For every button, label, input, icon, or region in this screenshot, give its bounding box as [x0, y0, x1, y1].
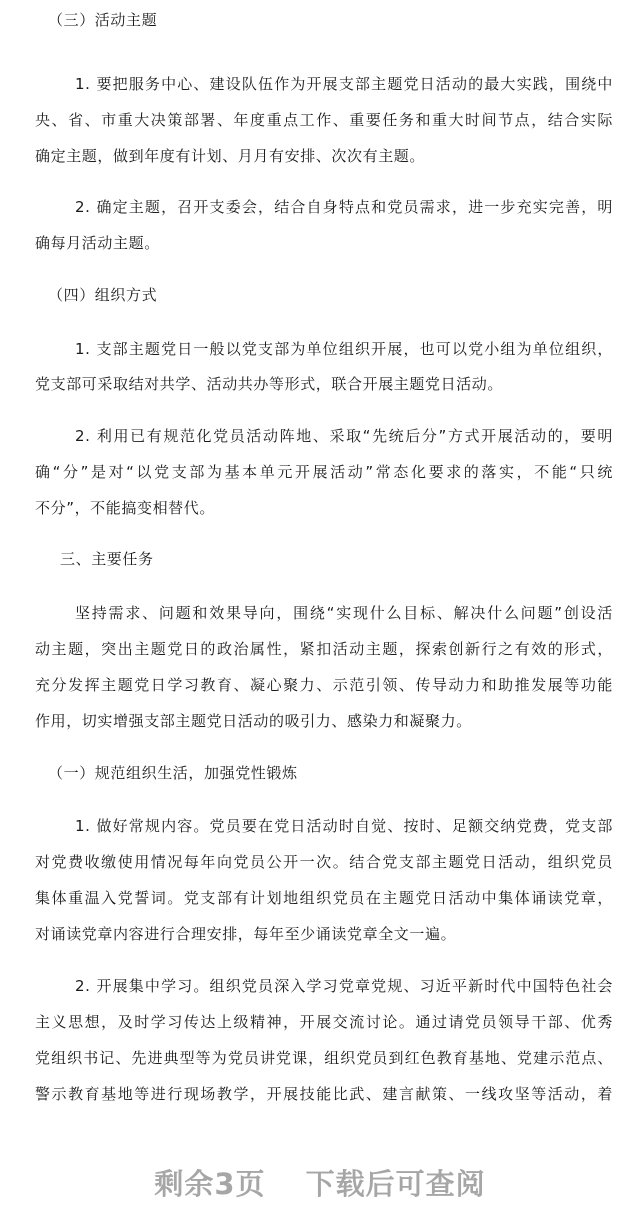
- paragraph-line: 1. 做好常规内容。党员要在党日活动时自觉、按时、足额交纳党费，党支部: [75, 817, 613, 835]
- paragraph-line: 央、省、市重大决策部署、年度重点工作、重要任务和重大时间节点，结合实际: [35, 111, 613, 129]
- download-to-view-label[interactable]: 下载后可查阅: [305, 1167, 486, 1201]
- section-heading: （四）组织方式: [48, 286, 158, 304]
- paragraph-line: 党组织书记、先进典型等为党员讲党课，组织党员到红色教育基地、党建示范点、: [35, 1049, 613, 1067]
- paragraph-line: 充分发挥主题党日学习教育、凝心聚力、示范引领、传导动力和助推发展等功能: [35, 676, 613, 694]
- section-heading: 三、主要任务: [60, 550, 154, 568]
- paragraph-line: 不分”，不能搞变相替代。: [35, 499, 215, 517]
- paragraph-line: 坚持需求、问题和效果导向，围绕“实现什么目标、解决什么问题”创设活: [75, 604, 613, 622]
- download-prompt[interactable]: [0, 1162, 640, 1203]
- paragraph-line: 确每月活动主题。: [35, 234, 160, 252]
- section-heading: （一）规范组织生活，加强党性锻炼: [48, 764, 298, 782]
- paragraph-line: 确“分”是对“以党支部为基本单元开展活动”常态化要求的落实，不能“只统: [35, 463, 613, 481]
- paragraph-line: 主义思想，及时学习传达上级精神，开展交流讨论。通过请党员领导干部、优秀: [35, 1013, 613, 1031]
- paragraph-line: 动主题，突出主题党日的政治属性，紧扣活动主题，探索创新行之有效的形式，: [35, 640, 613, 658]
- paragraph-line: 2. 开展集中学习。组织党员深入学习党章党规、习近平新时代中国特色社会: [75, 977, 613, 995]
- paragraph-line: 集体重温入党誓词。党支部有计划地组织党员在主题党日活动中集体诵读党章，: [35, 889, 613, 907]
- section-heading: （三）活动主题: [48, 11, 158, 29]
- paragraph-line: 1. 支部主题党日一般以党支部为单位组织开展，也可以党小组为单位组织，: [75, 340, 613, 358]
- paragraph-line: 2. 利用已有规范化党员活动阵地、采取“先统后分”方式开展活动的，要明: [75, 427, 613, 445]
- paragraph-line: 对党费收缴使用情况每年向党员公开一次。结合党支部主题党日活动，组织党员: [35, 853, 613, 871]
- paragraph-line: 作用，切实增强支部主题党日活动的吸引力、感染力和凝聚力。: [35, 712, 472, 730]
- paragraph-line: 警示教育基地等进行现场教学，开展技能比武、建言献策、一线攻坚等活动，着: [35, 1085, 613, 1103]
- remaining-pages-label: 剩余3页: [154, 1167, 266, 1201]
- paragraph-line: 1. 要把服务中心、建设队伍作为开展支部主题党日活动的最大实践，围绕中: [75, 75, 613, 93]
- paragraph-line: 党支部可采取结对共学、活动共办等形式，联合开展主题党日活动。: [35, 375, 504, 393]
- paragraph-line: 2. 确定主题，召开支委会，结合自身特点和党员需求，进一步充实完善，明: [75, 198, 613, 216]
- paragraph-line: 对诵读党章内容进行合理安排，每年至少诵读党章全文一遍。: [35, 925, 457, 943]
- paragraph-line: 确定主题，做到年度有计划、月月有安排、次次有主题。: [35, 147, 426, 165]
